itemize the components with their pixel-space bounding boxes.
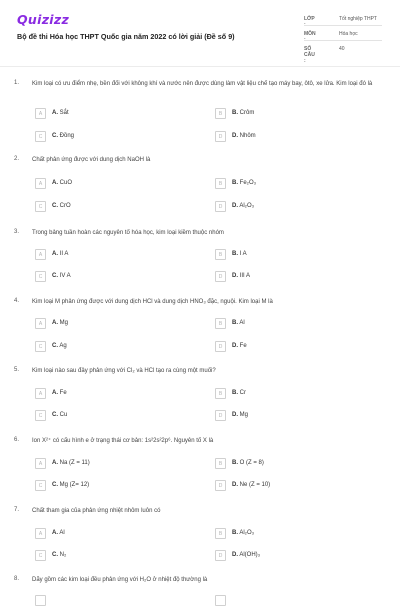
- question-number: 2.: [14, 156, 20, 162]
- question-text: Kim loại có ưu điểm nhẹ, bền đối với không khí và nước nên được dùng làm vật liệu chế tạo máy bay, ôtô, xe lửa. Kim loại đó là: [32, 81, 373, 87]
- option-label: C.: [52, 203, 58, 209]
- option-label: C.: [52, 343, 58, 349]
- option-label: B.: [232, 460, 238, 466]
- option-label: B.: [232, 530, 238, 536]
- option-label: C.: [52, 482, 58, 488]
- option-text: Mg (Z= 12): [59, 482, 90, 488]
- option-letter-box: C: [35, 550, 46, 561]
- meta-count-key: SỐ CÂU :: [304, 46, 315, 64]
- option-text: Al: [59, 530, 65, 536]
- question-text: Kim loại M phản ứng được với dung dịch HCl và dung dịch HNO₃ đặc, nguội. Kim loại M là: [32, 299, 273, 305]
- option-label: C.: [52, 552, 58, 558]
- question-number: 1.: [14, 80, 20, 86]
- option-label: C.: [52, 133, 58, 139]
- option-text: O (Z = 8): [239, 460, 264, 466]
- option-text: II A: [59, 251, 69, 257]
- option-letter-box: C: [35, 271, 46, 282]
- option-label: A.: [52, 320, 58, 326]
- option-letter-box: D: [215, 550, 226, 561]
- option-text: Ne (Z = 10): [239, 482, 271, 488]
- option-text: Sắt: [59, 110, 69, 116]
- meta-subject-key: MÔN :: [304, 31, 316, 43]
- option-label: C.: [52, 273, 58, 279]
- question-text: Dãy gồm các kim loại đều phản ứng với H₂O ở nhiệt độ thường là: [32, 577, 208, 583]
- option-letter-box: D: [215, 341, 226, 352]
- option-letter-box: D: [215, 410, 226, 421]
- option-text: Al(OH)₃: [239, 552, 261, 558]
- option-text: Crôm: [239, 110, 255, 116]
- option-letter-box: C: [35, 201, 46, 212]
- option-text: Al: [239, 320, 245, 326]
- option-letter-box: A: [35, 318, 46, 329]
- option-letter-box: B: [215, 178, 226, 189]
- option-letter-box: A: [35, 178, 46, 189]
- option-text: Ag: [59, 343, 67, 349]
- option-letter-box: A: [35, 528, 46, 539]
- question-text: Ion X²⁺ có cấu hình e ở trạng thái cơ bản: 1s²2s²2p⁶. Nguyên tố X là: [32, 438, 214, 444]
- question-text: Chất phản ứng được với dung dịch NaOH là: [32, 157, 151, 163]
- option-label: A.: [52, 460, 58, 466]
- option-label: A.: [52, 180, 58, 186]
- option-letter-box: C: [35, 410, 46, 421]
- option-label: D.: [232, 482, 238, 488]
- option-text: IV A: [59, 273, 71, 279]
- question-number: 4.: [14, 298, 20, 304]
- option-text: Mg: [59, 320, 69, 326]
- option-text: CrO: [59, 203, 71, 209]
- quizizz-logo: Quizizz: [17, 12, 70, 27]
- option-label: A.: [52, 251, 58, 257]
- option-letter-box: B: [215, 388, 226, 399]
- question-number: 5.: [14, 367, 20, 373]
- option-text: III A: [239, 273, 251, 279]
- meta-divider: [304, 25, 382, 26]
- option-label: D.: [232, 343, 238, 349]
- meta-count-value: 40: [339, 46, 345, 52]
- option-label: D.: [232, 552, 238, 558]
- option-text: Fe₂O₃: [239, 180, 257, 186]
- option-label: D.: [232, 203, 238, 209]
- option-letter-box: C: [35, 480, 46, 491]
- option-label: D.: [232, 133, 238, 139]
- option-label: B.: [232, 180, 238, 186]
- option-text: Cr: [239, 390, 247, 396]
- option-label: B.: [232, 320, 238, 326]
- option-letter-box: C: [35, 131, 46, 142]
- option-letter-box: B: [215, 108, 226, 119]
- option-text: I A: [239, 251, 247, 257]
- option-letter-box: B: [215, 318, 226, 329]
- meta-class-key: LỚP :: [304, 16, 315, 28]
- option-label: B.: [232, 251, 238, 257]
- option-label: D.: [232, 273, 238, 279]
- option-text: Cu: [59, 412, 68, 418]
- option-text: Al₂O₃: [239, 203, 255, 209]
- option-text: CuO: [59, 180, 73, 186]
- option-letter-box: D: [215, 201, 226, 212]
- question-text: Trong bảng tuần hoàn các nguyên tố hóa học, kim loại kiềm thuộc nhóm: [32, 230, 224, 236]
- worksheet-header: [0, 0, 400, 62]
- option-text: Fe: [239, 343, 247, 349]
- page-title: Bộ đề thi Hóa học THPT Quốc gia năm 2022 có lời giải (Đề số 9): [17, 32, 235, 41]
- option-text: Na (Z = 11): [59, 460, 90, 466]
- option-label: A.: [52, 110, 58, 116]
- question-number: 8.: [14, 576, 20, 582]
- option-letter-box: B: [215, 458, 226, 469]
- header-divider: [0, 66, 400, 67]
- option-text: N₂: [59, 552, 67, 558]
- option-text: Mg: [239, 412, 249, 418]
- option-letter-box: A: [35, 249, 46, 260]
- option-text: Đồng: [59, 133, 75, 139]
- option-letter-box: D: [215, 131, 226, 142]
- meta-subject-value: Hóa học: [339, 31, 358, 37]
- option-text: Nhôm: [239, 133, 256, 139]
- meta-divider: [304, 40, 382, 41]
- option-text: Al₂O₃: [239, 530, 255, 536]
- option-label: B.: [232, 390, 238, 396]
- meta-class-value: Tốt nghiệp THPT: [339, 16, 377, 22]
- question-text: Chất tham gia của phản ứng nhiệt nhôm luôn có: [32, 508, 161, 514]
- option-letter-box: B: [215, 249, 226, 260]
- option-letter-box: D: [215, 271, 226, 282]
- option-letter-box: [215, 595, 226, 606]
- option-letter-box: A: [35, 388, 46, 399]
- question-number: 7.: [14, 507, 20, 513]
- option-letter-box: C: [35, 341, 46, 352]
- option-text: Fe: [59, 390, 67, 396]
- option-label: A.: [52, 390, 58, 396]
- option-letter-box: B: [215, 528, 226, 539]
- option-letter-box: [35, 595, 46, 606]
- option-letter-box: D: [215, 480, 226, 491]
- option-label: B.: [232, 110, 238, 116]
- option-label: A.: [52, 530, 58, 536]
- option-letter-box: A: [35, 458, 46, 469]
- option-letter-box: A: [35, 108, 46, 119]
- option-label: D.: [232, 412, 238, 418]
- question-text: Kim loại nào sau đây phản ứng với Cl₂ và HCl tạo ra cùng một muối?: [32, 368, 216, 374]
- option-label: C.: [52, 412, 58, 418]
- question-number: 6.: [14, 437, 20, 443]
- question-number: 3.: [14, 229, 20, 235]
